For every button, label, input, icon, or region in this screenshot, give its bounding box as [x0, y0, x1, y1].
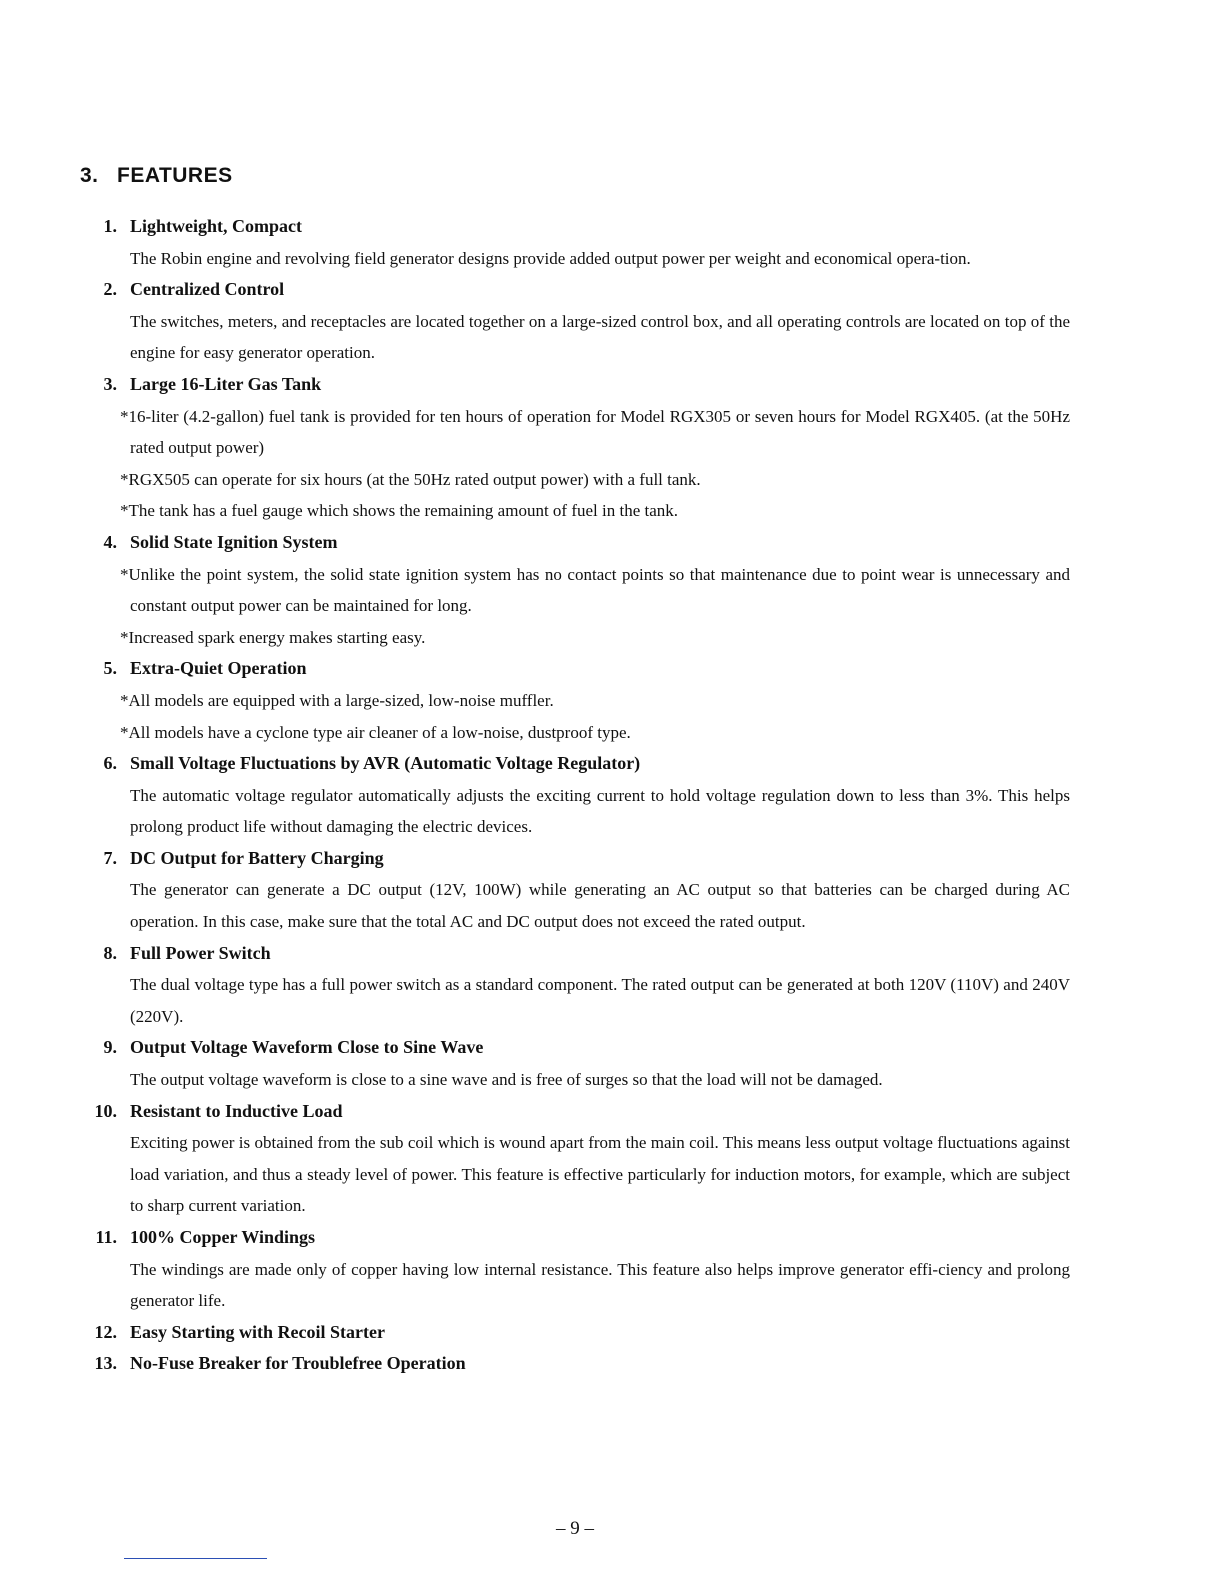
- feature-number: 2.: [103, 279, 117, 300]
- feature-title: Solid State Ignition System: [130, 531, 338, 552]
- feature-title: Centralized Control: [130, 279, 285, 300]
- feature-item: [80, 1096, 1080, 1222]
- section-heading: [80, 164, 233, 188]
- feature-heading: [80, 527, 1080, 559]
- feature-heading: [80, 653, 1080, 685]
- feature-text: Exciting power is obtained from the sub coil which is wound apart from the main coil. This means less output voltage fluctuations against load variation, and thus a steady level of power. This feature is effective particularly for induction motors, for example, which are subject to sharp current variation.: [130, 1133, 1070, 1216]
- feature-bullet: *RGX505 can operate for six hours (at the 50Hz rated output power) with a full tank.: [120, 469, 701, 489]
- feature-item: [80, 211, 1080, 274]
- feature-title: No-Fuse Breaker for Troublefree Operation: [130, 1353, 466, 1374]
- feature-item: [80, 527, 1080, 653]
- feature-heading: [80, 843, 1080, 875]
- feature-description: [120, 401, 1070, 527]
- feature-item: [80, 938, 1080, 1033]
- feature-description: [130, 1064, 1070, 1096]
- feature-heading: [80, 1348, 1080, 1380]
- feature-number: 11.: [95, 1227, 117, 1247]
- feature-item: [80, 843, 1080, 938]
- feature-title: Resistant to Inductive Load: [130, 1100, 343, 1121]
- feature-bullet: *Increased spark energy makes starting easy.: [120, 627, 426, 647]
- feature-heading: [80, 274, 1080, 306]
- feature-number: 5.: [103, 658, 117, 679]
- feature-title: Full Power Switch: [130, 942, 271, 963]
- section-number: 3.: [80, 164, 99, 187]
- page-number: – 9 –: [556, 1518, 594, 1539]
- feature-text: The Robin engine and revolving field generator designs provide added output power per weight and economical opera-tion.: [130, 248, 971, 268]
- feature-number: 1.: [103, 216, 117, 236]
- feature-item: [80, 653, 1080, 748]
- features-list: [80, 211, 1080, 1380]
- feature-description: [130, 243, 1070, 275]
- feature-text: The dual voltage type has a full power switch as a standard component. The rated output can be generated at both 120V (110V) and 240V (220V).: [130, 975, 1070, 1026]
- feature-title: Lightweight, Compact: [130, 216, 302, 236]
- feature-number: 6.: [103, 753, 117, 774]
- feature-description: [130, 306, 1070, 369]
- feature-heading: [80, 1317, 1080, 1349]
- feature-item: [80, 1348, 1080, 1380]
- feature-heading: [80, 1032, 1080, 1064]
- feature-description: [120, 559, 1070, 654]
- feature-number: 4.: [103, 531, 117, 552]
- feature-heading: [80, 369, 1080, 401]
- feature-description: [130, 780, 1070, 843]
- feature-item: [80, 1317, 1080, 1349]
- feature-number: 8.: [103, 942, 117, 963]
- feature-bullet: *All models are equipped with a large-sized, low-noise muffler.: [120, 690, 554, 710]
- section-title: FEATURES: [117, 164, 233, 187]
- feature-number: 12.: [94, 1321, 117, 1342]
- feature-title: Easy Starting with Recoil Starter: [130, 1321, 385, 1342]
- feature-title: 100% Copper Windings: [130, 1227, 316, 1247]
- feature-description: [130, 874, 1070, 937]
- feature-heading: [80, 748, 1080, 780]
- feature-number: 3.: [103, 373, 117, 394]
- feature-title: Small Voltage Fluctuations by AVR (Automatic Voltage Regulator): [130, 753, 641, 774]
- feature-description: [130, 1254, 1070, 1317]
- feature-item: [80, 1032, 1080, 1095]
- feature-title: DC Output for Battery Charging: [130, 847, 384, 868]
- feature-item: [80, 274, 1080, 369]
- feature-text: The windings are made only of copper having low internal resistance. This feature also helps improve generator effi-ciency and prolong generator life.: [130, 1259, 1070, 1311]
- feature-description: [130, 1127, 1070, 1222]
- feature-text: The generator can generate a DC output (12V, 100W) while generating an AC output so that batteries can be charged during AC operation. In this case, make sure that the total AC and DC output does not exceed the rated output.: [130, 880, 1070, 932]
- feature-heading: [80, 211, 1080, 243]
- feature-bullet: *16-liter (4.2-gallon) fuel tank is provided for ten hours of operation for Model RGX305 or seven hours for Model RGX405. (at the 50Hz rated output power): [120, 406, 1070, 458]
- feature-text: The automatic voltage regulator automatically adjusts the exciting current to hold voltage regulation down to less than 3%. This helps prolong product life without damaging the electric devices.: [130, 785, 1070, 837]
- feature-bullet: *The tank has a fuel gauge which shows the remaining amount of fuel in the tank.: [120, 501, 679, 521]
- feature-number: 7.: [103, 847, 117, 868]
- feature-number: 13.: [94, 1353, 117, 1374]
- feature-bullet: *Unlike the point system, the solid state ignition system has no contact points so that maintenance due to point wear is unnecessary and constant output power can be maintained for long.: [120, 564, 1070, 616]
- feature-text: The switches, meters, and receptacles are located together on a large-sized control box, and all operating controls are located on top of the engine for easy generator operation.: [130, 311, 1070, 363]
- feature-heading: [80, 1222, 1080, 1254]
- feature-description: [130, 969, 1070, 1032]
- feature-number: 9.: [103, 1037, 117, 1058]
- feature-item: [80, 748, 1080, 843]
- footer-rule: [124, 1558, 267, 1559]
- feature-item: [80, 369, 1080, 527]
- feature-text: The output voltage waveform is close to a sine wave and is free of surges so that the load will not be damaged.: [130, 1070, 883, 1090]
- feature-title: Extra-Quiet Operation: [130, 658, 307, 679]
- feature-bullet: *All models have a cyclone type air cleaner of a low-noise, dustproof type.: [120, 722, 631, 742]
- feature-item: [80, 1222, 1080, 1317]
- feature-description: [120, 685, 1070, 748]
- feature-title: Output Voltage Waveform Close to Sine Wave: [130, 1037, 484, 1058]
- feature-heading: [80, 938, 1080, 970]
- feature-number: 10.: [94, 1100, 117, 1121]
- feature-heading: [80, 1096, 1080, 1128]
- feature-title: Large 16-Liter Gas Tank: [130, 373, 322, 394]
